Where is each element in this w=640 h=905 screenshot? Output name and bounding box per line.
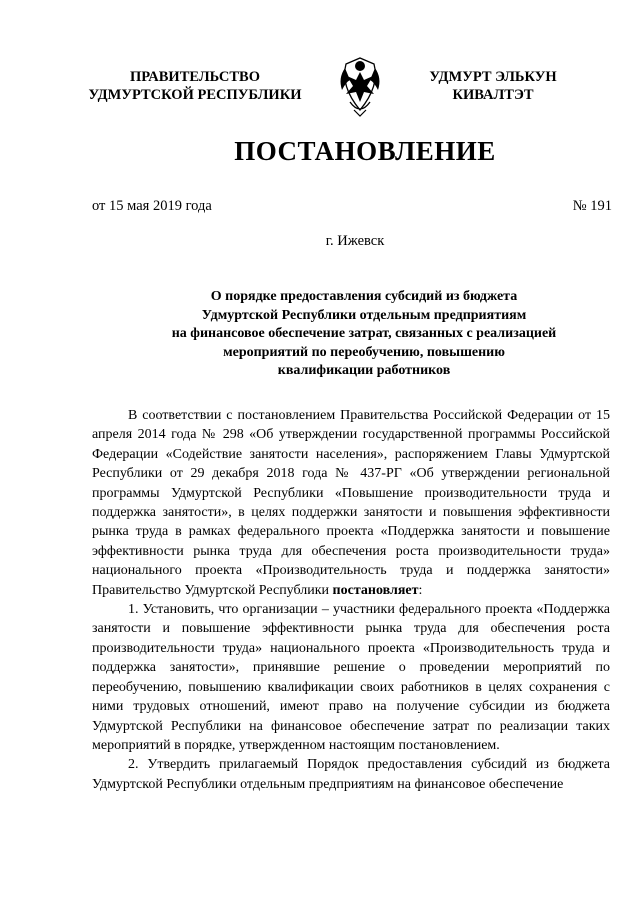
item-1-paragraph: 1. Установить, что организации – участники федерального проекта «Поддержка занятости и повышение эффективности рынка труда для обеспечения роста производительности труда» национального проекта «Производительность труда и поддержка занятости», принявшие решение о проведении мероприятий по переобучению, повышению квалификации своих работников в целях сохранения с ними трудовых отношений, имеют право на получение субсидии из бюджета Удмуртской Республики на финансовое обеспечение затрат по реализации таких мероприятий в порядке, утвержденном настоящим постановлением.	[92, 602, 610, 753]
resolves-word: постановляет	[332, 582, 419, 598]
issuer-russian-line2: УДМУРТСКОЙ РЕСПУБЛИКИ	[88, 87, 302, 103]
subject-line: мероприятий по переобучению, повышению	[223, 344, 505, 360]
document-subject	[0, 288, 640, 381]
document-header	[0, 68, 640, 128]
document-date: от 15 мая 2019 года	[92, 198, 212, 214]
document-body	[92, 406, 610, 794]
preamble-text: В соответствии с постановлением Правительства Российской Федерации от 15 апреля 2014 года № 298 «Об утверждении государственной программы Российской Федерации «Содействие занятости населения», распоряжением Главы Удмуртской Республики от 29 декабря 2018 года № 437-РГ «Об утверждении региональной программы Удмуртской Республики «Повышение производительности труда и поддержка занятости», в целях поддержки занятости и повышения эффективности рынка труда в рамках федерального проекта «Поддержка занятости и повышение эффективности рынка труда для обеспечения роста производительности труда» национального проекта «Производительность труда и поддержка занятости» Правительство Удмуртской Республики	[92, 408, 610, 598]
issuer-udmurt-line1: УДМУРТ ЭЛЬКУН	[429, 69, 557, 85]
subject-line: на финансовое обеспечение затрат, связанных с реализацией	[171, 326, 557, 342]
subject-line: Удмуртской Республики отдельным предприятиям	[201, 307, 527, 323]
issuer-russian	[60, 68, 330, 104]
preamble-paragraph	[92, 406, 610, 600]
issuer-udmurt	[393, 68, 593, 104]
subject-line: О порядке предоставления субсидий из бюджета	[210, 289, 518, 304]
issuer-udmurt-line2: КИВАЛТЭТ	[452, 87, 534, 103]
resolves-colon: :	[418, 582, 423, 598]
subject-line: квалификации работников	[277, 363, 451, 379]
document-title: ПОСТАНОВЛЕНИЕ	[234, 136, 496, 166]
item-2-paragraph: 2. Утвердить прилагаемый Порядок предоставления субсидий из бюджета Удмуртской Республики отдельным предприятиям на финансовое обеспечение	[92, 757, 610, 792]
document-city: г. Ижевск	[325, 233, 385, 249]
issuer-russian-line1: ПРАВИТЕЛЬСТВО	[130, 69, 260, 85]
coat-of-arms-icon	[336, 56, 384, 118]
document-number: № 191	[572, 198, 612, 214]
